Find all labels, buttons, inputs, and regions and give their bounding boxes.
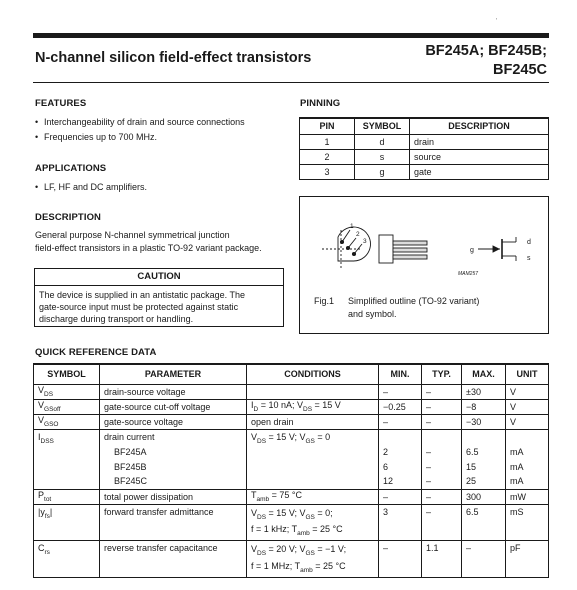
caption-line: Simplified outline (TO-92 variant)	[348, 296, 480, 306]
pin-symbol: g	[355, 164, 410, 179]
conditions-cell: $V_{DS} = 20$ V; $V_{GS} = -1$ V; f = 1 MHz; $T_{amb} = 25$ °C	[247, 541, 379, 578]
min-cell	[379, 429, 422, 444]
column-header: TYP.	[422, 364, 462, 384]
symbol-cell: $|y_{fs}|$	[34, 504, 100, 541]
description-heading: DESCRIPTION	[35, 212, 102, 223]
max-cell: 6.5	[462, 444, 506, 459]
table-row	[34, 489, 549, 504]
column-header: PIN	[300, 118, 355, 134]
figure-caption-text	[348, 295, 479, 321]
typ-cell: –	[422, 384, 462, 399]
column-header: CONDITIONS	[247, 364, 379, 384]
column-header: SYMBOL	[34, 364, 100, 384]
min-cell: 3	[379, 504, 422, 541]
unit-cell: mA	[506, 459, 549, 474]
pinning-table	[299, 117, 549, 180]
header-rule	[33, 82, 549, 83]
column-header: DESCRIPTION	[410, 118, 549, 134]
pin-label-1: 1	[350, 223, 354, 230]
symbol-cell: $V_{GSoff}$	[34, 399, 100, 414]
conditions-cell: open drain	[247, 414, 379, 429]
parameter-cell: BF245A	[100, 444, 247, 459]
conditions-cell: $V_{DS} = 15$ V; $V_{GS} = 0$	[247, 429, 379, 489]
feature-item: • Frequencies up to 700 MHz.	[44, 131, 157, 144]
quick-reference-heading: QUICK REFERENCE DATA	[35, 347, 157, 358]
symbol-label-g: g	[470, 247, 474, 254]
symbol-cell: $V_{DS}$	[34, 384, 100, 399]
pin-number: 2	[300, 149, 355, 164]
unit-cell: mS	[506, 504, 549, 541]
pin-number: 1	[300, 134, 355, 149]
unit-cell: V	[506, 399, 549, 414]
pin-description: drain	[410, 134, 549, 149]
min-cell: –	[379, 541, 422, 578]
parameter-cell: BF245C	[100, 474, 247, 489]
unit-cell: mA	[506, 444, 549, 459]
figure-box	[299, 196, 549, 334]
min-cell: 6	[379, 459, 422, 474]
symbol-label-d: d	[527, 239, 531, 246]
symbol-cell: $V_{GSO}$	[34, 414, 100, 429]
pin-label-3: 3	[363, 238, 367, 245]
table-row	[34, 384, 549, 399]
conditions-cell: $I_D = 10$ nA; $V_{DS} = 15$ V	[247, 399, 379, 414]
typ-cell: –	[422, 399, 462, 414]
parameter-cell: gate-source cut-off voltage	[100, 399, 247, 414]
to92-bottom-view	[322, 227, 370, 268]
pinning-heading: PINNING	[300, 98, 341, 109]
pin-label-2: 2	[356, 231, 360, 238]
description-text	[35, 229, 262, 255]
typ-cell: –	[422, 504, 462, 541]
parameter-cell: BF245B	[100, 459, 247, 474]
parameter-cell: forward transfer admittance	[100, 504, 247, 541]
min-cell: –	[379, 489, 422, 504]
column-header: UNIT	[506, 364, 549, 384]
to92-side-view	[379, 235, 427, 263]
unit-cell: mA	[506, 474, 549, 489]
caution-box	[34, 268, 284, 327]
typ-cell: –	[422, 459, 462, 474]
parameter-cell: gate-source voltage	[100, 414, 247, 429]
part-number-line1: BF245A; BF245B;	[425, 43, 547, 59]
caution-line: gate-source input must be protected against static	[39, 302, 239, 312]
table-row	[300, 134, 549, 149]
pin-symbol: d	[355, 134, 410, 149]
conditions-cell	[247, 384, 379, 399]
quick-reference-table	[33, 363, 549, 578]
table-row	[300, 164, 549, 179]
conditions-cell: $T_{amb} = 75$ °C	[247, 489, 379, 504]
column-header: MAX.	[462, 364, 506, 384]
table-row	[34, 504, 549, 541]
application-item: • LF, HF and DC amplifiers.	[44, 181, 147, 194]
min-cell: 2	[379, 444, 422, 459]
max-cell: 6.5	[462, 504, 506, 541]
jfet-symbol	[478, 237, 516, 261]
pin-description: gate	[410, 164, 549, 179]
table-row	[34, 414, 549, 429]
typ-cell: –	[422, 474, 462, 489]
unit-cell: V	[506, 384, 549, 399]
min-cell: –	[379, 414, 422, 429]
max-cell: ±30	[462, 384, 506, 399]
max-cell: 15	[462, 459, 506, 474]
features-heading: FEATURES	[35, 98, 87, 109]
table-row	[34, 399, 549, 414]
column-header: SYMBOL	[355, 118, 410, 134]
typ-cell: –	[422, 444, 462, 459]
unit-cell: V	[506, 414, 549, 429]
max-cell: −30	[462, 414, 506, 429]
typ-cell: –	[422, 489, 462, 504]
figure-caption	[314, 295, 479, 321]
part-number-line2: BF245C	[493, 62, 547, 78]
column-header: MIN.	[379, 364, 422, 384]
pin-symbol: s	[355, 149, 410, 164]
part-number	[347, 42, 547, 80]
caution-heading: CAUTION	[35, 269, 283, 286]
min-cell: –	[379, 384, 422, 399]
typ-cell: 1.1	[422, 541, 462, 578]
page-title: N-channel silicon field-effect transistors	[35, 50, 312, 66]
description-line: field-effect transistors in a plastic TO-92 variant package.	[35, 243, 262, 253]
description-line: General purpose N-channel symmetrical junction	[35, 230, 230, 240]
pin-number: 3	[300, 164, 355, 179]
top-rule	[33, 33, 549, 38]
max-cell: 25	[462, 474, 506, 489]
symbol-label-s: s	[527, 255, 531, 262]
table-row	[300, 149, 549, 164]
typ-cell	[422, 429, 462, 444]
parameter-cell: reverse transfer capacitance	[100, 541, 247, 578]
unit-cell	[506, 429, 549, 444]
feature-item: • Interchangeability of drain and source connections	[44, 116, 245, 129]
caution-line: The device is supplied in an antistatic package. The	[39, 290, 245, 300]
parameter-cell: drain-source voltage	[100, 384, 247, 399]
pin-description: source	[410, 149, 549, 164]
table-row	[34, 429, 549, 444]
parameter-cell: total power dissipation	[100, 489, 247, 504]
max-cell: 300	[462, 489, 506, 504]
column-header: PARAMETER	[100, 364, 247, 384]
conditions-cell: $V_{DS} = 15$ V; $V_{GS} = 0$; f = 1 kHz; $T_{amb} = 25$ °C	[247, 504, 379, 541]
table-header-row	[34, 364, 549, 384]
symbol-cell: $C_{rs}$	[34, 541, 100, 578]
min-cell: −0.25	[379, 399, 422, 414]
symbol-cell: $I_{DSS}$	[34, 429, 100, 489]
typ-cell: –	[422, 414, 462, 429]
symbol-cell: $P_{tot}$	[34, 489, 100, 504]
package-outline-drawing	[300, 197, 550, 292]
figure-number: Fig.1	[314, 296, 335, 306]
max-cell: −8	[462, 399, 506, 414]
caption-line: and symbol.	[348, 309, 397, 319]
min-cell: 12	[379, 474, 422, 489]
table-row	[34, 541, 549, 578]
unit-cell: pF	[506, 541, 549, 578]
corner-mark: '	[496, 18, 498, 25]
caution-text	[35, 286, 283, 328]
table-header-row	[300, 118, 549, 134]
applications-heading: APPLICATIONS	[35, 163, 107, 174]
caution-line: discharge during transport or handling.	[39, 314, 194, 324]
max-cell: –	[462, 541, 506, 578]
max-cell	[462, 429, 506, 444]
unit-cell: mW	[506, 489, 549, 504]
drawing-code: MAM257	[458, 271, 479, 277]
parameter-cell: drain current	[100, 429, 247, 444]
